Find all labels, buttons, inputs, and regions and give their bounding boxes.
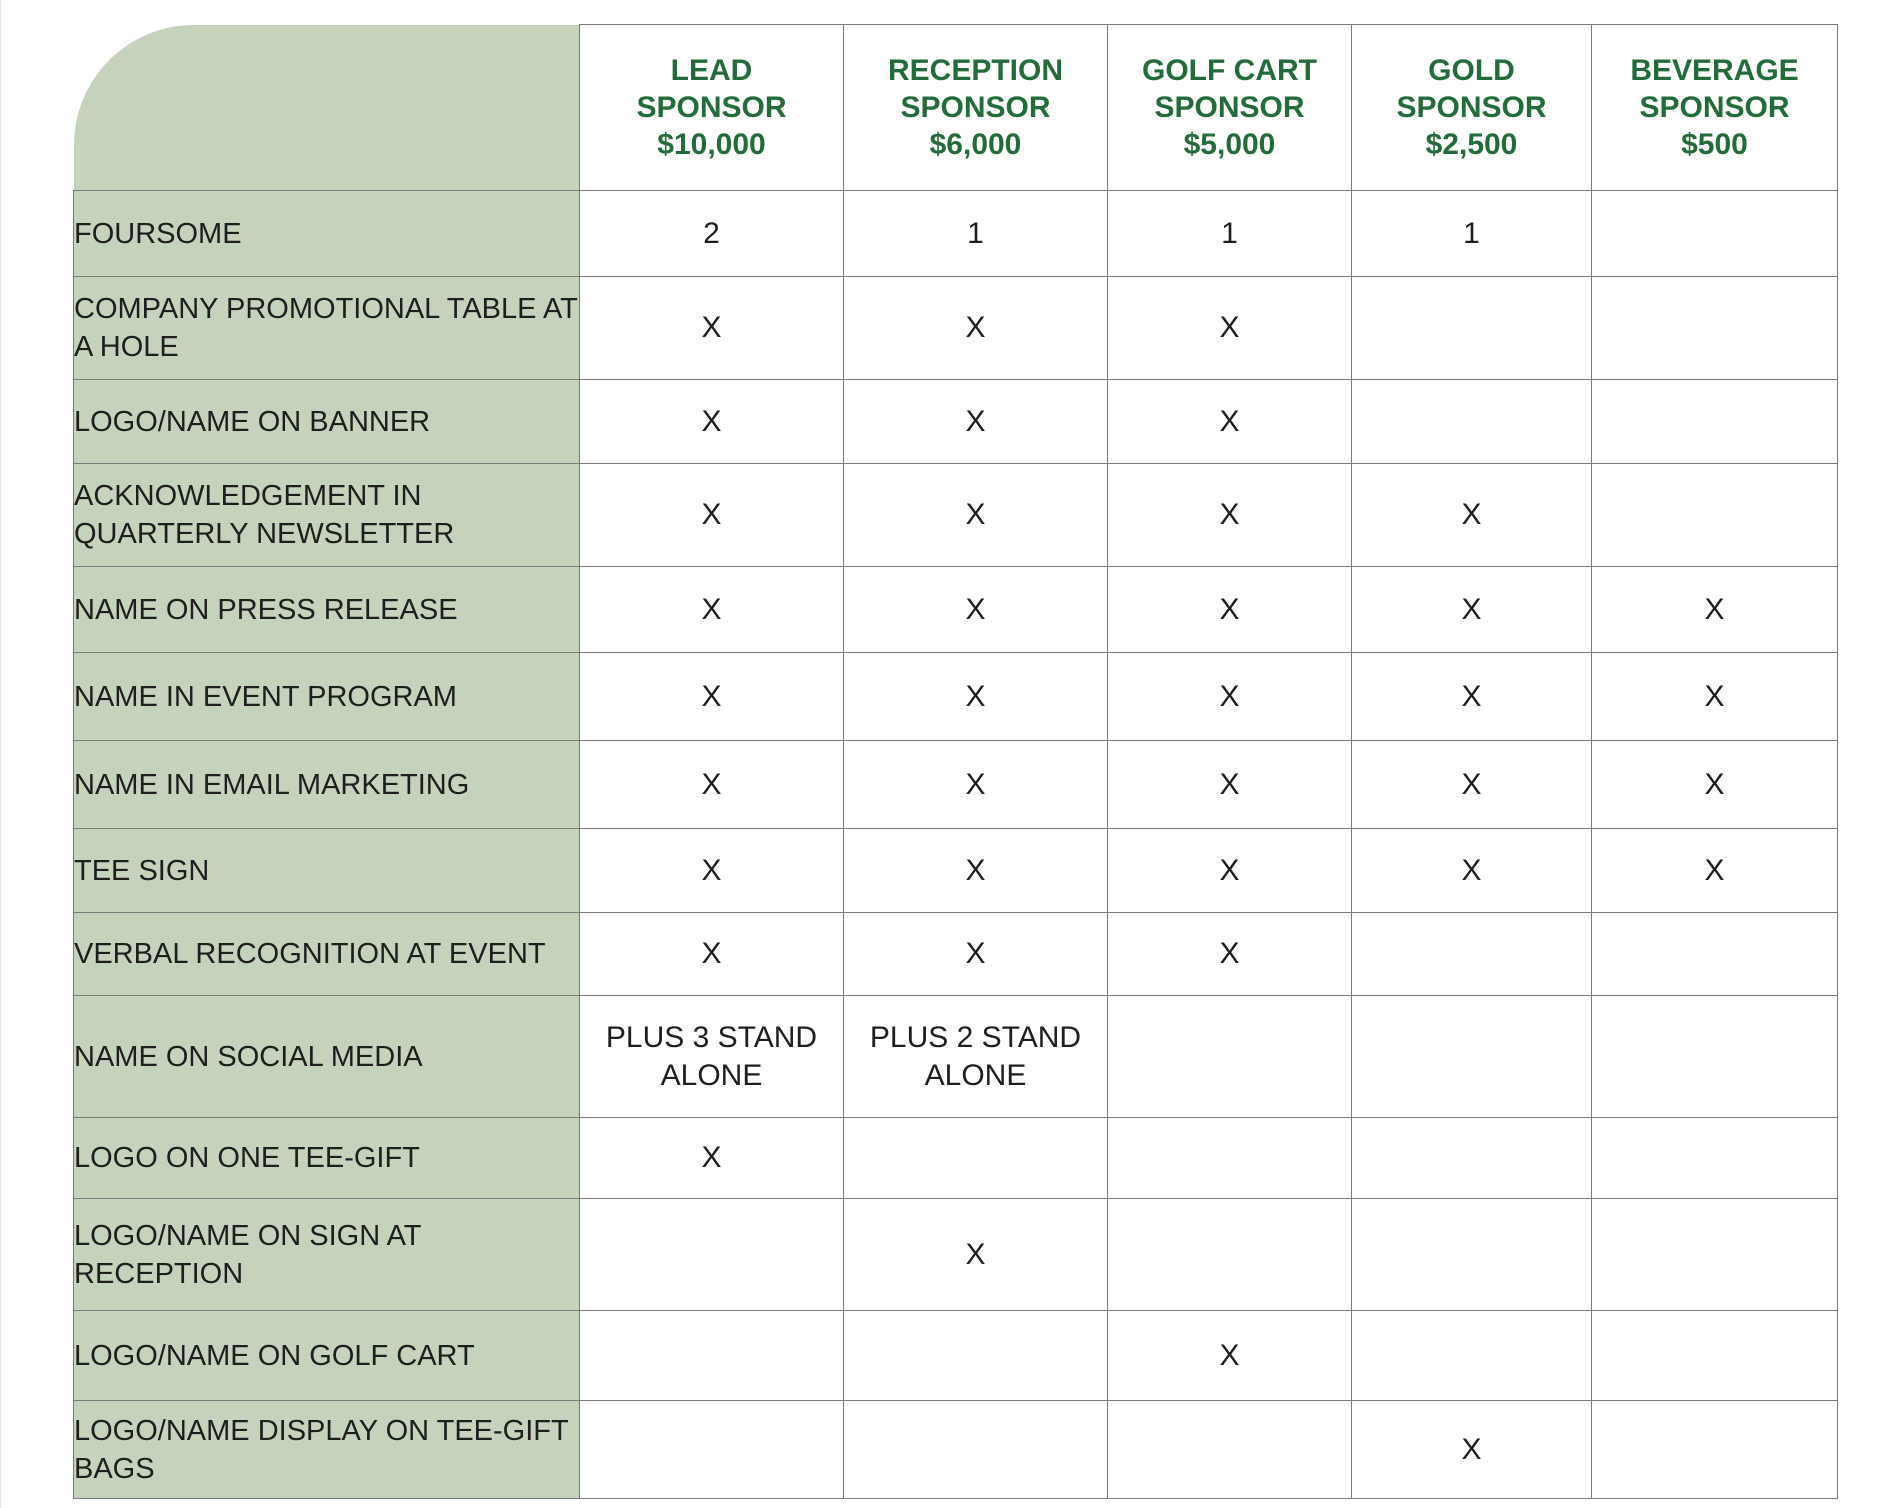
column-header-gold — [1352, 25, 1592, 191]
table-row — [74, 653, 1838, 741]
table-row — [74, 1199, 1838, 1311]
column-price: $500 — [1681, 128, 1748, 161]
benefit-cell: X — [1352, 829, 1592, 913]
benefit-cell — [1108, 996, 1352, 1118]
row-label: ACKNOWLEDGEMENT IN QUARTERLY NEWSLETTER — [74, 464, 580, 567]
column-price: $6,000 — [929, 128, 1022, 161]
benefit-cell: X — [1592, 741, 1838, 829]
benefit-cell: X — [1352, 464, 1592, 567]
header-row — [74, 25, 1838, 191]
benefit-cell — [1108, 1401, 1352, 1499]
row-label: COMPANY PROMOTIONAL TABLE AT A HOLE — [74, 277, 580, 380]
benefit-cell: X — [1108, 653, 1352, 741]
table-row — [74, 913, 1838, 996]
row-label: FOURSOME — [74, 191, 580, 277]
benefit-cell: 1 — [1352, 191, 1592, 277]
benefit-cell: X — [1352, 567, 1592, 653]
row-label: NAME ON SOCIAL MEDIA — [74, 996, 580, 1118]
column-name: RECEPTION — [887, 54, 1064, 87]
benefit-cell: X — [1592, 829, 1838, 913]
column-price: $2,500 — [1425, 128, 1518, 161]
benefit-cell: X — [580, 653, 844, 741]
benefit-cell: X — [580, 829, 844, 913]
column-name: SPONSOR — [1396, 91, 1547, 124]
benefit-cell — [1108, 1118, 1352, 1199]
benefit-cell — [1352, 277, 1592, 380]
benefit-cell: X — [1352, 741, 1592, 829]
table-row — [74, 1311, 1838, 1401]
benefit-cell: X — [844, 277, 1108, 380]
table-row — [74, 191, 1838, 277]
benefit-cell — [580, 1311, 844, 1401]
row-label: LOGO/NAME ON BANNER — [74, 380, 580, 464]
benefit-cell: X — [1108, 741, 1352, 829]
row-label: LOGO ON ONE TEE-GIFT — [74, 1118, 580, 1199]
table-row — [74, 567, 1838, 653]
benefit-cell: X — [580, 741, 844, 829]
benefit-cell: X — [580, 913, 844, 996]
row-label: LOGO/NAME ON SIGN AT RECEPTION — [74, 1199, 580, 1311]
benefit-cell: X — [580, 1118, 844, 1199]
benefit-cell: X — [1108, 277, 1352, 380]
benefit-cell: PLUS 2 STAND ALONE — [844, 996, 1108, 1118]
benefit-cell: 1 — [1108, 191, 1352, 277]
benefit-cell: X — [1352, 1401, 1592, 1499]
benefit-cell: X — [1352, 653, 1592, 741]
table-row — [74, 380, 1838, 464]
benefit-cell: X — [580, 277, 844, 380]
table-row — [74, 996, 1838, 1118]
benefit-cell — [1592, 277, 1838, 380]
benefit-cell: X — [580, 464, 844, 567]
benefit-cell: X — [844, 653, 1108, 741]
benefit-cell — [1592, 1401, 1838, 1499]
benefit-cell — [1108, 1199, 1352, 1311]
benefit-cell: X — [1592, 567, 1838, 653]
column-name: SPONSOR — [1154, 91, 1305, 124]
benefit-cell — [1352, 1311, 1592, 1401]
benefit-cell — [580, 1401, 844, 1499]
benefit-cell: X — [844, 741, 1108, 829]
benefit-cell — [1352, 996, 1592, 1118]
column-header-beverage — [1592, 25, 1838, 191]
table-row — [74, 829, 1838, 913]
benefit-cell — [1352, 380, 1592, 464]
benefit-cell — [1592, 996, 1838, 1118]
table-row — [74, 277, 1838, 380]
benefit-cell — [1592, 191, 1838, 277]
benefit-cell: X — [844, 464, 1108, 567]
table-row — [74, 1401, 1838, 1499]
benefit-cell: X — [580, 567, 844, 653]
benefit-cell — [1352, 1118, 1592, 1199]
benefit-cell — [844, 1401, 1108, 1499]
benefit-cell — [844, 1118, 1108, 1199]
benefit-cell: X — [844, 829, 1108, 913]
benefit-cell: X — [1108, 464, 1352, 567]
table-row — [74, 741, 1838, 829]
row-label: VERBAL RECOGNITION AT EVENT — [74, 913, 580, 996]
corner-cell — [74, 25, 580, 191]
benefit-cell: X — [844, 1199, 1108, 1311]
row-label: NAME IN EMAIL MARKETING — [74, 741, 580, 829]
table-row — [74, 464, 1838, 567]
benefit-cell — [1352, 913, 1592, 996]
column-price: $5,000 — [1183, 128, 1276, 161]
column-name: BEVERAGE — [1630, 54, 1799, 87]
benefit-cell: 1 — [844, 191, 1108, 277]
benefit-cell — [1592, 1118, 1838, 1199]
benefit-cell — [1592, 1311, 1838, 1401]
benefit-cell: X — [844, 567, 1108, 653]
benefit-cell: X — [580, 380, 844, 464]
row-label: LOGO/NAME DISPLAY ON TEE-GIFT BAGS — [74, 1401, 580, 1499]
benefit-cell: X — [1108, 1311, 1352, 1401]
benefit-cell — [1592, 913, 1838, 996]
column-header-lead — [580, 25, 844, 191]
benefit-cell: X — [1592, 653, 1838, 741]
column-name: SPONSOR — [1639, 91, 1790, 124]
row-label: LOGO/NAME ON GOLF CART — [74, 1311, 580, 1401]
benefit-cell: X — [1108, 567, 1352, 653]
benefit-cell: X — [1108, 913, 1352, 996]
column-header-reception — [844, 25, 1108, 191]
benefit-cell: PLUS 3 STAND ALONE — [580, 996, 844, 1118]
benefit-cell — [1592, 464, 1838, 567]
row-label: NAME ON PRESS RELEASE — [74, 567, 580, 653]
sponsorship-table — [73, 24, 1838, 1499]
benefit-cell — [580, 1199, 844, 1311]
benefit-cell: 2 — [580, 191, 844, 277]
row-label: NAME IN EVENT PROGRAM — [74, 653, 580, 741]
column-price: $10,000 — [657, 128, 766, 161]
column-name: SPONSOR — [900, 91, 1051, 124]
table-row — [74, 1118, 1838, 1199]
column-name: SPONSOR — [636, 91, 787, 124]
column-name: GOLF CART — [1142, 54, 1317, 87]
benefit-cell: X — [844, 913, 1108, 996]
benefit-cell — [844, 1311, 1108, 1401]
benefit-cell — [1592, 1199, 1838, 1311]
row-label: TEE SIGN — [74, 829, 580, 913]
benefit-cell — [1352, 1199, 1592, 1311]
benefit-cell — [1592, 380, 1838, 464]
benefit-cell: X — [1108, 380, 1352, 464]
benefit-cell: X — [844, 380, 1108, 464]
column-name: LEAD — [670, 54, 753, 87]
benefit-cell: X — [1108, 829, 1352, 913]
column-name: GOLD — [1428, 54, 1515, 87]
column-header-golf-cart — [1108, 25, 1352, 191]
